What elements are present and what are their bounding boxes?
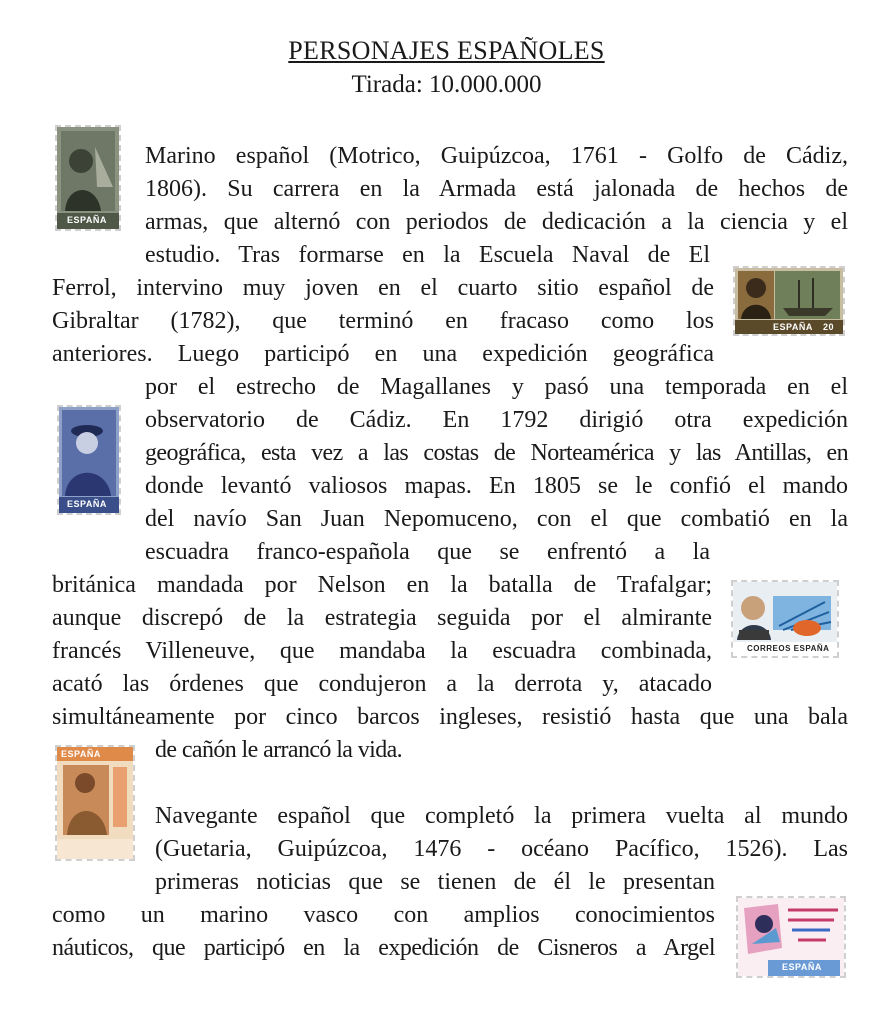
portrait-stamp-icon <box>55 125 121 231</box>
body-text-line: de cañón le arrancó la vida. <box>155 737 403 763</box>
stamp-label: ESPAÑA <box>61 749 101 759</box>
portrait-blue-stamp-icon <box>57 405 121 515</box>
body-text-line: del navío San Juan Nepomuceno, con el que combatió en la <box>145 506 848 532</box>
body-text-line: náuticos, que participó en la expedición de Cisneros a Argel <box>52 935 715 961</box>
body-text-line: armas, que alternó con periodos de dedicación a la ciencia y el <box>145 209 848 235</box>
stamp-label: CORREOS ESPAÑA <box>747 644 830 653</box>
body-text-line: por el estrecho de Magallanes y pasó una temporada en el <box>145 374 848 400</box>
body-text-line: Navegante español que completó la primera vuelta al mundo <box>155 803 848 829</box>
holy-year-stamp-icon <box>55 745 135 861</box>
body-text-line: simultáneamente por cinco barcos ingleses, resistió hasta que una bala <box>52 704 848 730</box>
body-text-line: aunque discrepó de la estrategia seguida por el almirante <box>52 605 712 631</box>
body-text-line: escuadra franco-española que se enfrentó a la <box>145 539 710 565</box>
stamp-label: ESPAÑA <box>773 322 813 332</box>
body-text-line: francés Villeneuve, que mandaba la escuadra combinada, <box>52 638 712 664</box>
body-text-line: como un marino vasco con amplios conocimientos <box>52 902 715 928</box>
telephone-stamp-icon <box>731 580 839 658</box>
body-text-line: observatorio de Cádiz. En 1792 dirigió otra expedición <box>145 407 848 433</box>
stamp-value: 20 <box>823 322 835 332</box>
body-text-line: anteriores. Luego participó en una expedición geográfica <box>52 341 714 367</box>
body-text-line: donde levantó valiosos mapas. En 1805 se le confió el mando <box>145 473 848 499</box>
body-text-line: primeras noticias que se tienen de él le presentan <box>155 869 715 895</box>
body-text-line: británica mandada por Nelson en la batalla de Trafalgar; <box>52 572 712 598</box>
body-text-line: geográfica, esta vez a las costas de Norteamérica y las Antillas, en <box>145 440 848 466</box>
stamp-label: ESPAÑA <box>67 215 107 225</box>
body-text-line: Marino español (Motrico, Guipúzcoa, 1761 - Golfo de Cádiz, <box>145 143 848 169</box>
portrait-ship-stamp-icon <box>733 266 845 336</box>
print-run: Tirada: 10.000.000 <box>351 71 542 98</box>
stamp-label: ESPAÑA <box>67 499 107 509</box>
body-text-line: 1806). Su carrera en la Armada está jalonada de hechos de <box>145 176 848 202</box>
stamp-label: ESPAÑA <box>782 962 822 972</box>
body-text-line: Gibraltar (1782), que terminó en fracaso como los <box>52 308 714 334</box>
body-text-line: estudio. Tras formarse en la Escuela Naval de El <box>145 242 710 268</box>
body-text-line: (Guetaria, Guipúzcoa, 1476 - océano Pacífico, 1526). Las <box>155 836 848 862</box>
page-title: PERSONAJES ESPAÑOLES <box>288 36 605 65</box>
body-text-line: acató las órdenes que condujeron a la derrota y, atacado <box>52 671 712 697</box>
saint-george-stamp-icon <box>736 896 846 978</box>
body-text-line: Ferrol, intervino muy joven en el cuarto sitio español de <box>52 275 714 301</box>
